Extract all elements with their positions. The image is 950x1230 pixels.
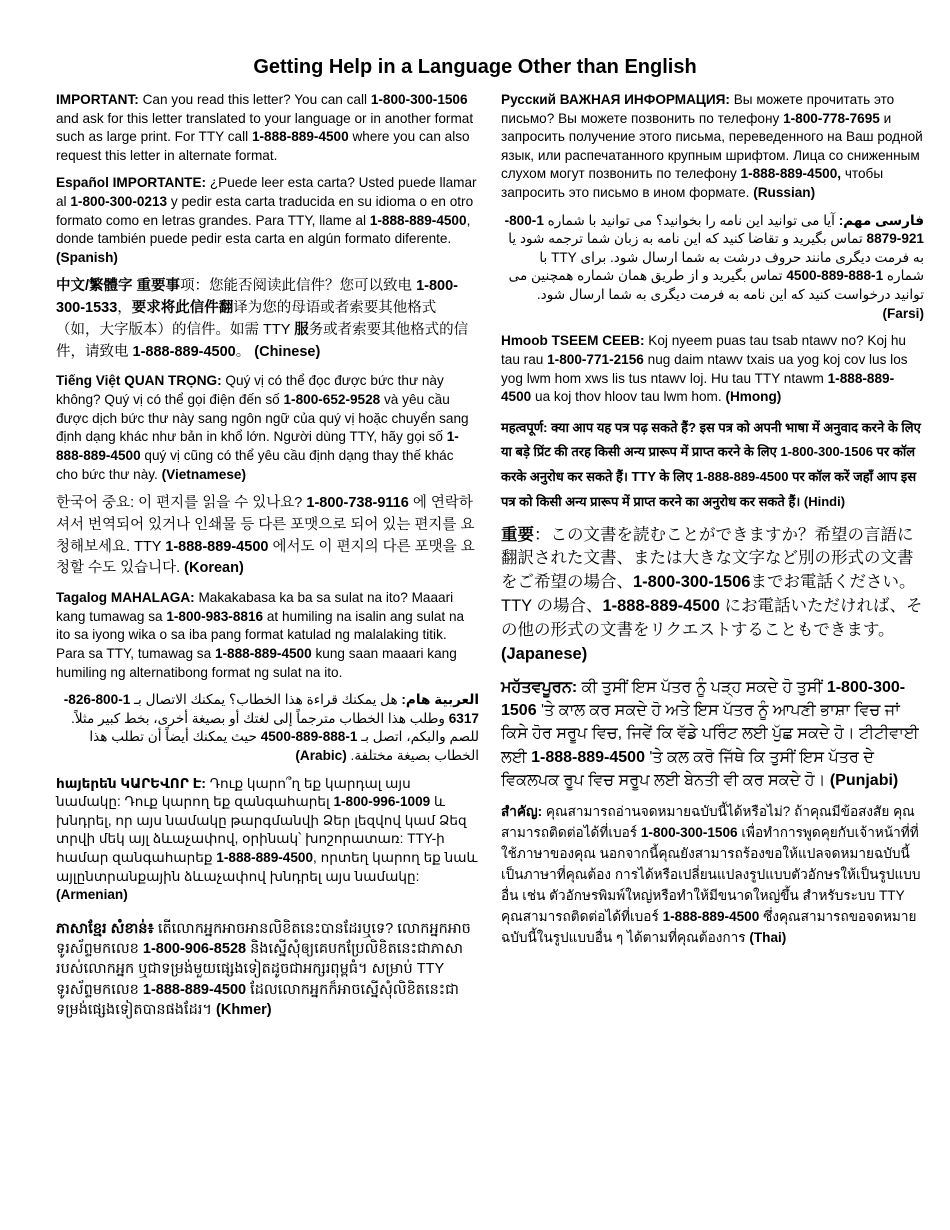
bold-text: 1-888-889-4500,	[740, 166, 842, 182]
notice-paragraph-vietnamese	[56, 372, 479, 484]
bold-text: ਮਹੱਤਵਪੂਰਨ:	[501, 679, 578, 697]
bold-text: 1-800-996-1009	[333, 794, 431, 810]
bold-text: 1-888-889-4500	[132, 343, 236, 360]
bold-text: 1-800-738-9116	[306, 495, 409, 512]
bold-text: 重要	[501, 525, 534, 544]
body-text: คุณสามารถอ่านจดหมายฉบับนี้ได้หรือไม่? ถ้าคุณมีข้อสงสัย คุณสามารถติดต่อได้ที่เบอร์	[501, 803, 915, 841]
body-text: 译为您的母语或者索要其他格式（如，大字版本）的信件。如需 TTY	[56, 300, 437, 338]
bold-text: 服	[294, 321, 309, 338]
body-text: 务或者索要其他格式的信件，请致电	[56, 321, 469, 360]
bold-text: 中文/繁體字 重要事	[56, 278, 181, 295]
body-text: までお電話ください。TTY の場合、	[501, 573, 916, 616]
body-text: 한국어 중요: 이 편지를 읽을 수 있나요?	[56, 495, 307, 512]
bold-text: 1-800-771-2156	[547, 351, 644, 367]
notice-paragraph-khmer	[56, 919, 479, 1020]
body-text: և խնդրել, որ այս նամակը թարգմանվի Ձեր լեզվով կամ Ձեզ տրվի մեկ այլ ձևաչափով, օրինակ՝ խոշորատառ: TTY-ի համար զանգահարեք	[56, 794, 467, 866]
bold-text: (Russian)	[753, 185, 816, 201]
body-text: Quý vị có thể đọc được bức thư này không? Quý vị có thể gọi điện đến số	[56, 373, 444, 408]
bold-text: Hmoob TSEEM CEEB:	[501, 333, 645, 349]
bold-text: 1-800-300-1506	[640, 825, 738, 841]
bold-text: สำคัญ:	[501, 803, 543, 819]
notice-paragraph-farsi	[501, 212, 924, 324]
body-text: 에서도 이 편지의 다른 포맷을 요청할 수도 있습니다.	[56, 538, 475, 577]
notice-paragraph-hmong	[501, 332, 924, 406]
body-text: تماس بگیرید و از طریق همان شماره همچنین می توانید درخواست کنید که این نامه به فرمت دیگری به شما ارسال شود.	[508, 268, 924, 303]
columns	[56, 91, 924, 1029]
body-text: Can you read this letter? You can call	[138, 92, 371, 107]
left-column	[56, 91, 479, 1029]
bold-text: 1-800-300-1506	[633, 573, 751, 592]
body-text: nug daim ntawv txais ua yog koj cov lus los yog lwm hom xws lis tus ntawv loj. Hu tau TTY ntawm	[501, 351, 908, 386]
body-text: Դուք կարո՞ղ եք կարդալ այս նամակը: Դուք կարող եք զանգահարել	[56, 775, 411, 810]
bold-text: (Vietnamese)	[161, 466, 246, 482]
bold-text: 1-888-889-4500	[602, 597, 720, 616]
bold-text: 1-888-889-4500	[369, 212, 467, 228]
bold-text: հայերեն ԿԱՐԵՎՈՐ Է:	[56, 775, 206, 791]
body-text: និងស្នើសុំឲ្យគេបកប្រែលិខិតនេះជាភាសារបស់លោកអ្នក ឬជាទម្រង់មួយផ្សេងទៀតដូចជាអក្សរពុម្ពធំ។ សម្រាប់ TTY ទូរស័ព្ទមកលេខ	[56, 941, 464, 998]
body-text: 에 연락하셔서 번역되어 있거나 인쇄물 등 다른 포맷으로 되어 있는 편지를 요청해보세요. TTY	[56, 495, 475, 555]
notice-paragraph-hindi	[501, 416, 924, 515]
bold-text: (Farsi)	[882, 305, 924, 321]
bold-text: (Japanese)	[501, 645, 588, 664]
body-text: حيث يمكنك أيضاً أن تطلب هذا الخطاب بصيغة مختلفة.	[89, 729, 479, 764]
body-text: តើលោកអ្នកអាចអានលិខិតនេះបានដែរឬទេ? លោកអ្នកអាចទូរស័ព្ទមកលេខ	[56, 920, 471, 958]
bold-text: 要求将此信件翻	[131, 300, 234, 317]
bold-text: 1-800-300-1533	[56, 278, 459, 317]
bold-text: (Armenian)	[56, 887, 128, 903]
body-text: y pedir esta carta traducida en su idioma o en otro formato como en letras grandes. Para TTY, llame al	[56, 194, 474, 228]
bold-text: 1-888-889-4500	[260, 729, 358, 745]
notice-paragraph-tagalog	[56, 589, 479, 682]
notice-paragraph-japanese	[501, 524, 924, 668]
page-title: Getting Help in a Language Other than English	[253, 56, 697, 78]
bold-text: 1-800-300-1506	[370, 92, 468, 107]
bold-text: (Chinese)	[254, 343, 321, 360]
bold-text: 1-888-889-4500	[501, 370, 895, 405]
body-text: and ask for this letter translated to your language or in another format such as large print. For TTY call	[56, 110, 474, 145]
body-text: kung saan maaari kang humiling ng alternatibong format ng sulat na ito.	[56, 645, 457, 680]
body-text: にお電話いただければ、その他の形式の文書をリクエストすることもできます。	[501, 597, 923, 640]
bold-text: 1-888-889-4500	[786, 268, 884, 284]
bold-text: فارسی مهم:	[838, 212, 924, 228]
bold-text: (Arabic)	[295, 748, 347, 764]
bold-text: 1-800-300-0213	[70, 194, 168, 210]
bold-text: (Khmer)	[216, 1002, 272, 1019]
body-text: Вы можете прочитать это письмо? Вы можете позвонить по телефону	[501, 92, 895, 126]
bold-text: ភាសាខ្មែរ សំខាន់៖	[56, 920, 154, 937]
bold-text: (Korean)	[184, 560, 244, 577]
body-text: Makakabasa ka ba sa sulat na ito? Maaari kang tumawag sa	[56, 590, 454, 624]
notice-paragraph-russian	[501, 91, 924, 203]
body-text: , donde también puede pedir esta carta en algún formato diferente.	[56, 212, 471, 247]
body-text: 。	[235, 343, 255, 360]
body-text: và yêu cầu được dịch bức thư này sang ngôn ngữ của quý vị hoặc chuyển sang định dạng khác như bản in khổ lớn. Người dùng TTY, hãy gọi số	[56, 392, 469, 445]
bold-text: 1-888-889-4500	[165, 538, 269, 555]
bold-text: 1-888-889-4500	[531, 748, 645, 766]
notice-paragraph-punjabi	[501, 676, 924, 792]
body-text: , որտեղ կարող եք նաև այլընտրանքային ձևաչափով խնդրել այս նամակը:	[56, 850, 478, 884]
body-text: ，	[117, 300, 132, 317]
bold-text: Español IMPORTANTE:	[56, 175, 207, 191]
body-text: ：この文書を読むことができますか？希望の言語に翻訳された文書、または大きな文字など別の形式の文書をご希望の場合、	[501, 525, 914, 592]
body-text: ua koj thov hloov tau lwm hom.	[531, 389, 726, 405]
bold-text: 1-800-778-7695	[783, 110, 880, 126]
notice-paragraph-thai	[501, 801, 924, 948]
bold-text: Русский ВАЖНАЯ ИНФОРМАЦИЯ:	[501, 92, 730, 107]
bold-text: 1-888-889-4500	[56, 429, 459, 463]
notice-paragraph-spanish	[56, 174, 479, 267]
body-text: ¿Puede leer esta carta? Usted puede llamar al	[56, 175, 477, 210]
body-text: 'ਤੇ ਕਾਲ ਕਰ ਸਕਦੇ ਹੋ ਅਤੇ ਇਸ ਪੱਤਰ ਨੂੰ ਆਪਣੀ ਭਾਸ਼ਾ ਵਿਚ ਜਾਂ ਕਿਸੇ ਹੋਰ ਸਰੂਪ ਵਿਚ, ਜਿਵੇਂ ਕਿ ਵੱਡੇ ਪਰਿੰਟ ਲਈ ਪੁੱਛ ਸਕਦੇ ਹੋ। ਟੀਟੀਵਾਈ ਲਈ	[501, 702, 919, 766]
body-text: ซึ่งคุณสามารถขอจดหมายฉบับนี้ในรูปแบบอื่น ๆ ได้ตามที่คุณต้องการ	[501, 909, 917, 946]
bold-text: (Thai)	[749, 930, 787, 946]
notice-paragraph-korean	[56, 493, 479, 580]
body-text: Koj nyeem puas tau tsab ntawv no? Koj hu tau rau	[501, 333, 906, 367]
bold-text: 1-888-889-4500	[216, 850, 314, 866]
body-text: at humiling na isalin ang sulat na ito sa iyong wika o sa iba pang format katulad ng malalaking titik. Para sa TTY, tumawag sa	[56, 608, 465, 661]
notice-paragraph-english	[56, 91, 479, 165]
bold-text: 1-800-652-9528	[283, 392, 381, 408]
bold-text: 1-800-300-1506	[501, 679, 906, 720]
body-text: ਕੀ ਤੁਸੀਂ ਇਸ ਪੱਤਰ ਨੂੰ ਪੜ੍ਹ ਸਕਦੇ ਹੋ ਤੁਸੀਂ	[577, 679, 827, 697]
body-text: чтобы запросить это письмо в ином формате.	[501, 166, 884, 201]
bold-text: महत्वपूर्ण: क्या आप यह पत्र पढ़ सकते हैं? इस पत्र को अपनी भाषा में अनुवाद करने के लिए या बड़े प्रिंट की तरह किसी अन्य प्रारूप में प्राप्त करने के लिए 1-800-300-1506 पर कॉल करके अनुरोध कर सकते हैं। TTY के लिए 1-888-889-4500 पर कॉल करें जहाँ आप इस पत्र को किसी अन्य प्रारूप में प्राप्त करने का अनुरोध कर सकते हैं। (Hindi)	[501, 419, 921, 509]
notice-paragraph-armenian	[56, 775, 479, 905]
bold-text: 1-888-889-4500	[251, 129, 349, 145]
bold-text: العربية هام:	[401, 692, 479, 708]
bold-text: Tagalog MAHALAGA:	[56, 590, 195, 606]
body-text: تماس بگیرید و تقاضا کنید که این نامه به زبان شما ترجمه شود یا به فرمت دیگری مانند حروف درشت به شما ارسال شود. برای TTY با شماره	[508, 231, 924, 284]
bold-text: Tiếng Việt QUAN TRỌNG:	[56, 373, 222, 389]
bold-text: 1-800-983-8816	[166, 608, 264, 624]
bold-text: 1-800-906-8528	[142, 941, 247, 958]
body-text: เพื่อทำการพูดคุยกับเจ้าหน้าที่ที่ใช้ภาษาของคุณ นอกจากนี้คุณยังสามารถร้องขอให้แปลจดหมายฉบับนี้เป็นภาษาที่คุณต้อง การได้หรือเปลี่ยนแปลงรูปแบบตัวอักษรให้เป็นรูปแบบอื่น เช่น ตัวอักษรพิมพ์ใหญ่หรือทำให้มีขนาดใหญ่ขึ้น สำหรับระบบ TTY คุณสามารถติดต่อได้ที่เบอร์	[501, 825, 921, 925]
body-text: 项：您能否阅读此信件？您可以致电	[180, 278, 417, 295]
body-text: 'ਤੇ ਕਲ ਕਰੋ ਜਿੱਥੇ ਕਿ ਤੁਸੀਂ ਇਸ ਪੱਤਰ ਦੇ ਵਿਕਲਪਕ ਰੂਪ ਵਿਚ ਸਰੂਪ ਲਈ ਬੇਨਤੀ ਵੀ ਕਰ ਸਕਦੇ ਹੋ।	[501, 748, 874, 789]
body-text: where you can also request this letter in alternate format.	[56, 129, 470, 163]
notice-paragraph-arabic	[56, 691, 479, 765]
bold-text: 1-888-889-4500	[662, 909, 760, 925]
bold-text: (Punjabi)	[829, 771, 899, 789]
bold-text: 1-800-921-8879	[504, 212, 924, 247]
body-text: quý vị cũng có thể yêu cầu định dạng thay thế khác cho bức thư này.	[56, 447, 454, 482]
body-text: и запросить получение этого письма, переведенного на Ваш родной язык, или распечатанного крупным шрифтом. Лица со сниженным слухом могут позвонить по телефону	[501, 110, 923, 182]
bold-text: (Spanish)	[56, 249, 118, 265]
body-text: وطلب هذا الخطاب مترجماً إلى لغتك أو بصيغة أخرى، بخط كبير مثلاً. للصم والبكم، اتصل بـ	[71, 710, 479, 745]
body-text: آیا می توانید این نامه را بخوانید؟ می توانید با شماره	[543, 212, 839, 228]
body-text: هل يمكنك قراءة هذا الخطاب؟ يمكنك الاتصال بـ	[130, 692, 402, 708]
bold-text: IMPORTANT:	[56, 92, 139, 107]
notice-paragraph-chinese	[56, 276, 479, 363]
bold-text: 1-888-889-4500	[214, 645, 312, 661]
right-column	[501, 91, 924, 1029]
bold-text: 1-888-889-4500	[142, 981, 247, 998]
body-text: ដែលលោកអ្នកក៏អាចស្នើសុំលិខិតនេះជាទម្រង់ផ្សេងទៀតបានផងដែរ។	[56, 981, 459, 1019]
bold-text: (Hmong)	[725, 389, 782, 405]
bold-text: 1-800-826-6317	[63, 692, 479, 726]
